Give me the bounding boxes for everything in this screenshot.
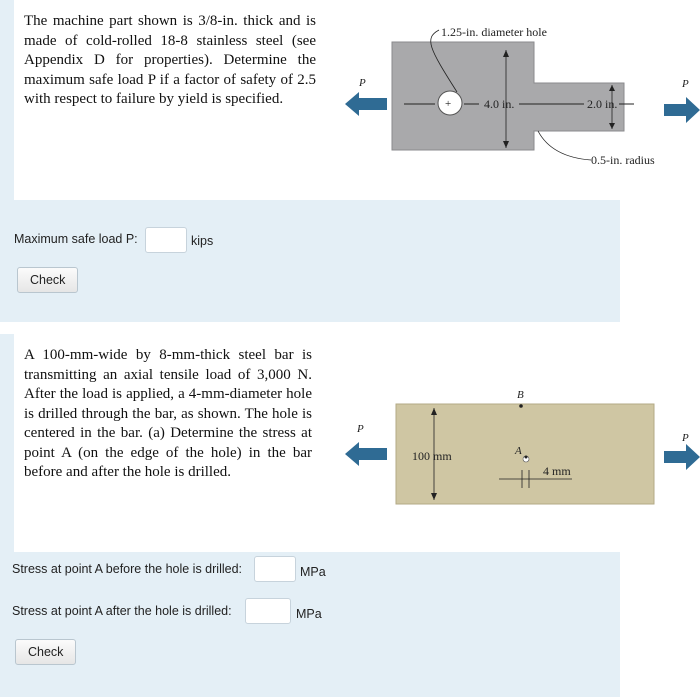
max-load-input[interactable] [145,227,187,253]
machine-part-body [392,42,624,150]
problem-2-text: A 100-mm-wide by 8-mm-thick steel bar is transmitting an axial tensile load of 3,000 N. After the load is applied, a 4-mm-diameter hole is drilled through the bar, as shown. The hole is centered in the bar. (a) Determine the stress at point A (on the edge of the hole) in the bar before and after the hole is drilled. [24,347,312,480]
point-a-label: A [515,445,522,457]
hole-diameter-label: 1.25-in. diameter hole [441,25,547,39]
stress-before-input[interactable] [254,556,296,582]
check-button-2[interactable]: Check [15,639,76,665]
problem-1-statement-box [14,0,655,200]
problem-2-statement-box [14,334,620,552]
problem-1-text: The machine part shown is 3/8-in. thick and is made of cold-rolled 18-8 stainless steel (see Appendix D for properties). Determine the maximum safe load P if a factor of safety of 2.5 with respect to failure by yield is specified. [24,13,316,107]
steel-bar-figure [329,384,700,534]
stress-after-label: Stress at point A after the hole is drilled: [12,604,232,618]
mpa-unit-before: MPa [300,565,326,579]
machine-part-figure [329,8,700,188]
width-4-label: 4.0 in. [484,97,515,111]
point-b-label: B [517,389,524,401]
stress-after-input[interactable] [245,598,291,624]
left-load-label-2: P [357,423,364,435]
bar-width-label: 100 mm [412,449,452,463]
problem-1-panel [0,0,655,322]
hole-4mm-label: 4 mm [543,464,571,478]
radius-label: 0.5-in. radius [591,153,655,167]
left-load-label: P [359,77,366,89]
max-load-label: Maximum safe load P: [14,232,138,246]
right-load-arrow-2 [664,442,700,472]
right-load-arrow [664,95,700,125]
right-load-label-1: P [682,78,689,90]
left-load-arrow [345,92,387,116]
check-button-1[interactable]: Check [17,267,78,293]
stress-before-label: Stress at point A before the hole is drilled: [12,562,242,576]
svg-text:+: + [445,98,452,110]
width-2-label: 2.0 in. [587,97,618,111]
left-load-arrow-2 [345,442,387,466]
kips-unit: kips [191,234,214,248]
right-load-label-2: P [682,432,689,444]
mpa-unit-after: MPa [296,607,322,621]
problem-2-panel [0,334,620,697]
